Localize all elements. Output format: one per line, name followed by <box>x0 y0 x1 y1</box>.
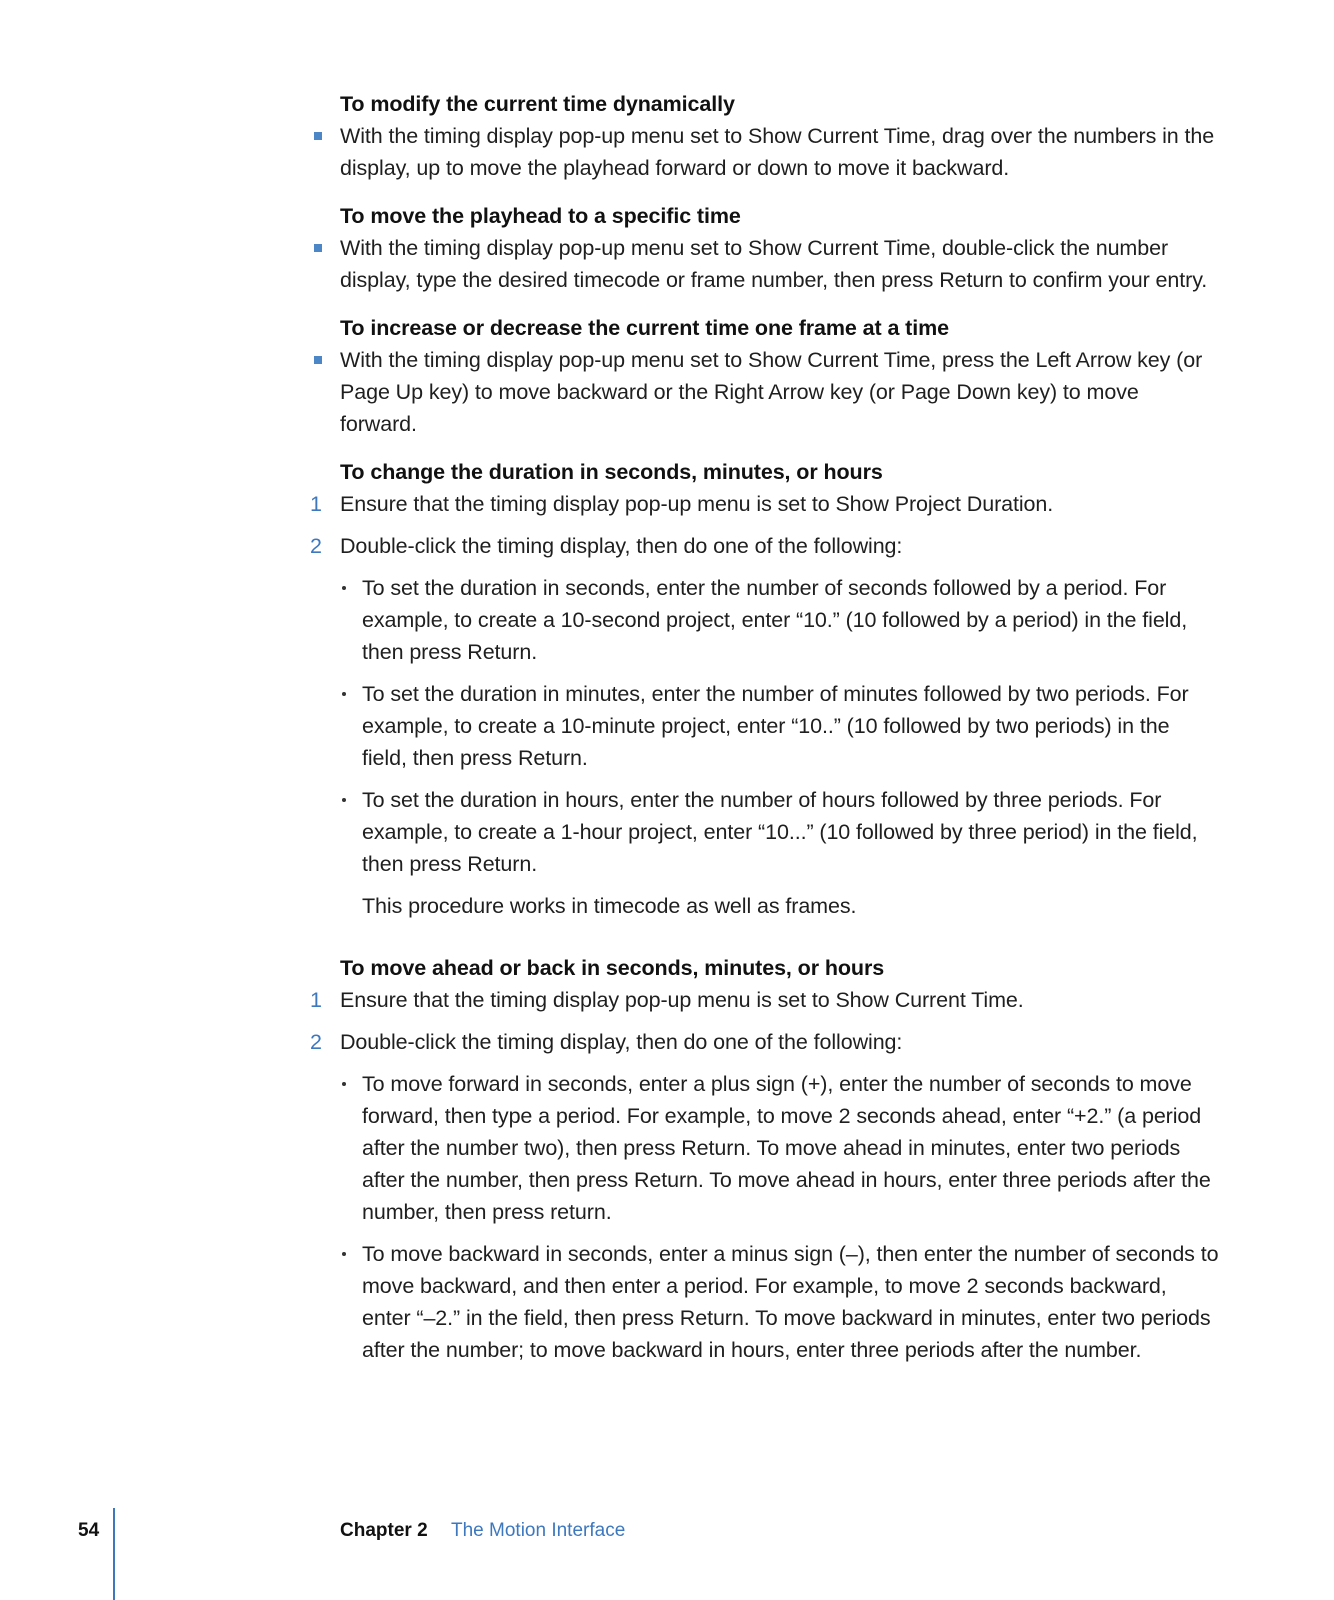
dot-bullet-icon <box>342 692 346 696</box>
section-heading: To move the playhead to a specific time <box>340 204 741 228</box>
step-number: 1 <box>310 988 322 1012</box>
numbered-step <box>310 1026 1220 1058</box>
footer-divider <box>113 1508 115 1600</box>
section-heading: To increase or decrease the current time one frame at a time <box>340 316 949 340</box>
section-heading: To modify the current time dynamically <box>340 92 735 116</box>
bullet-paragraph <box>340 232 1220 296</box>
dot-bullet-icon <box>342 586 346 590</box>
sub-bullet-item <box>362 1068 1220 1228</box>
sub-bullet-text: To set the duration in minutes, enter the number of minutes followed by two periods. For example, to create a 10-minute project, enter “10..” (10 followed by two periods) in the field, then press Return. <box>362 682 1189 770</box>
dot-bullet-icon <box>342 1082 346 1086</box>
numbered-step <box>310 530 1220 562</box>
section-modify-current-time <box>340 88 1220 184</box>
bullet-paragraph <box>340 120 1220 184</box>
sub-bullet-text: To set the duration in seconds, enter the number of seconds followed by a period. For example, to create a 10-second project, enter “10.” (10 followed by a period) in the field, then press Return. <box>362 576 1188 664</box>
sub-bullet-item <box>362 572 1220 668</box>
sub-bullet-text: To move forward in seconds, enter a plus sign (+), enter the number of seconds to move forward, then type a period. For example, to move 2 seconds ahead, enter “+2.” (a period after the number two), then press Return. To move ahead in minutes, enter two periods after the number, then press Return. To move ahead in hours, enter three periods after the number, then press return. <box>362 1072 1211 1224</box>
numbered-step <box>310 984 1220 1016</box>
square-bullet-icon <box>314 132 322 140</box>
section-change-duration <box>310 456 1220 922</box>
section-spacer <box>340 938 1220 952</box>
step-number: 1 <box>310 492 322 516</box>
sub-bullet-list <box>362 1068 1220 1366</box>
bullet-text: With the timing display pop-up menu set to Show Current Time, press the Left Arrow key (or Page Up key) to move backward or the Right Arrow key (or Page Down key) to move forward. <box>340 348 1203 436</box>
step-number: 2 <box>310 1030 322 1054</box>
page-footer <box>0 1508 1334 1600</box>
sub-bullet-item <box>362 784 1220 880</box>
sub-bullet-item <box>362 678 1220 774</box>
section-move-playhead <box>340 200 1220 296</box>
sub-bullet-item <box>362 1238 1220 1366</box>
step-text: Double-click the timing display, then do one of the following: <box>340 1030 903 1054</box>
numbered-step <box>310 488 1220 520</box>
bullet-paragraph <box>340 344 1220 440</box>
step-text: Ensure that the timing display pop-up menu is set to Show Project Duration. <box>340 492 1054 516</box>
step-number: 2 <box>310 534 322 558</box>
bullet-text: With the timing display pop-up menu set to Show Current Time, drag over the numbers in the display, up to move the playhead forward or down to move it backward. <box>340 124 1215 180</box>
square-bullet-icon <box>314 356 322 364</box>
dot-bullet-icon <box>342 1252 346 1256</box>
page-number: 54 <box>78 1520 100 1541</box>
bullet-text: With the timing display pop-up menu set to Show Current Time, double-click the number display, type the desired timecode or frame number, then press Return to confirm your entry. <box>340 236 1208 292</box>
section-heading: To move ahead or back in seconds, minutes, or hours <box>340 956 885 980</box>
chapter-label: Chapter 2 <box>340 1520 428 1541</box>
dot-bullet-icon <box>342 798 346 802</box>
sub-bullet-text: To move backward in seconds, enter a minus sign (–), then enter the number of seconds to move backward, and then enter a period. For example, to move 2 seconds backward, enter “–2.” in the field, then press Return. To move backward in minutes, enter two periods after the number; to move backward in hours, enter three periods after the number. <box>362 1242 1219 1362</box>
chapter-title-link[interactable]: The Motion Interface <box>451 1520 626 1541</box>
section-heading: To change the duration in seconds, minutes, or hours <box>340 460 883 484</box>
square-bullet-icon <box>314 244 322 252</box>
sub-bullet-list <box>362 572 1220 880</box>
step-text: Ensure that the timing display pop-up menu is set to Show Current Time. <box>340 988 1024 1012</box>
step-text: Double-click the timing display, then do one of the following: <box>340 534 903 558</box>
section-increase-decrease <box>340 312 1220 440</box>
page-content <box>310 88 1220 1382</box>
procedure-note: This procedure works in timecode as well as frames. <box>362 894 857 918</box>
sub-bullet-text: To set the duration in hours, enter the number of hours followed by three periods. For example, to create a 1-hour project, enter “10...” (10 followed by three period) in the field, then press Return. <box>362 788 1198 876</box>
section-move-ahead-back <box>310 952 1220 1366</box>
